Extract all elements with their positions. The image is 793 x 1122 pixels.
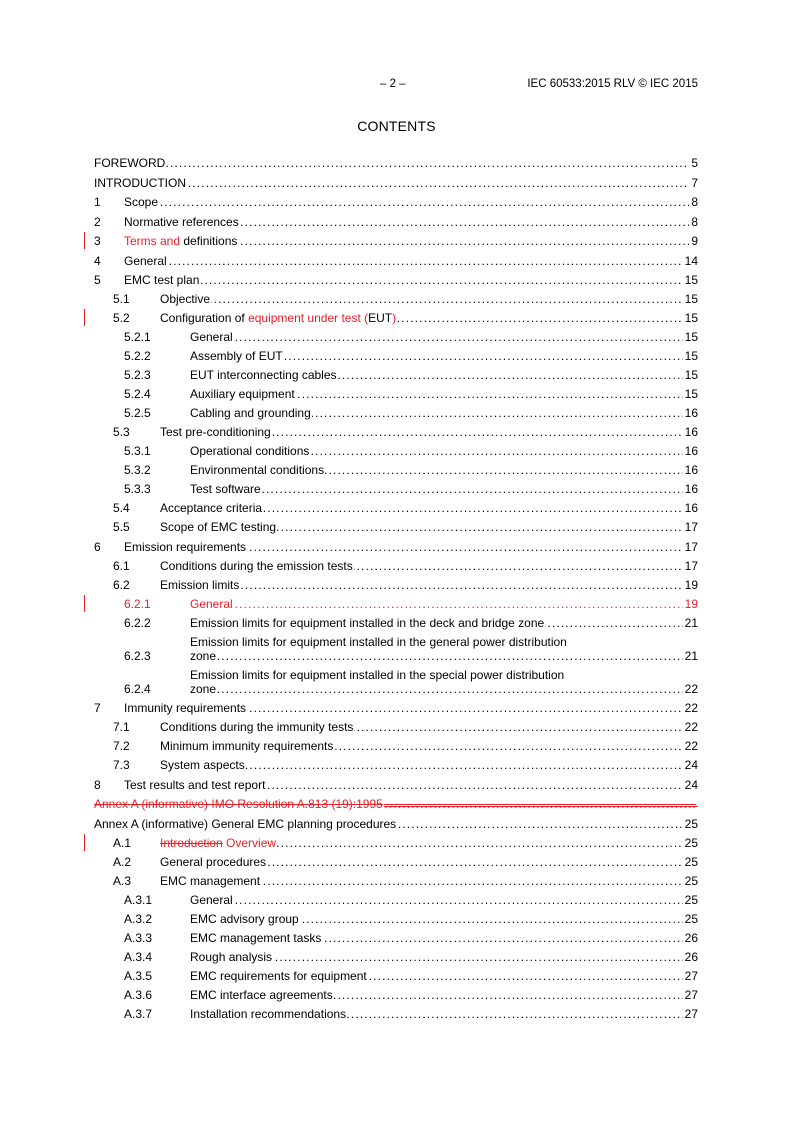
toc-entry[interactable] <box>94 855 698 869</box>
toc-entry[interactable] <box>94 195 698 209</box>
toc-entry-number: 5.3.3 <box>124 482 151 496</box>
toc-entry-page: 8 <box>691 195 698 209</box>
toc-entry-number: 4 <box>94 253 101 268</box>
toc-entry-title: EMC requirements for equipment <box>190 968 367 983</box>
toc-entry-title: Environmental conditions <box>190 463 325 477</box>
toc-entry-page: 15 <box>684 273 698 287</box>
toc-entry-page: 17 <box>684 558 698 573</box>
toc-entry[interactable] <box>94 559 698 573</box>
toc-entry[interactable] <box>94 758 698 772</box>
toc-entry-page: 7 <box>691 175 698 190</box>
toc-entry-number: 5.2.2 <box>124 349 151 363</box>
toc-entry-page: 16 <box>684 444 698 458</box>
toc-entry[interactable] <box>94 836 698 850</box>
toc-entry[interactable] <box>94 969 698 983</box>
toc-entry-title: INTRODUCTION <box>94 175 186 190</box>
change-bar <box>84 309 85 326</box>
toc-entry-page: 5 <box>691 156 698 170</box>
toc-entry[interactable] <box>94 425 698 439</box>
toc-entry-title: EMC advisory group <box>190 911 299 926</box>
toc-entry-title: Introduction <box>160 835 223 850</box>
toc-entry-number: 7.3 <box>113 758 130 772</box>
toc-entry-number: 5.3 <box>113 425 130 439</box>
toc-entry[interactable] <box>94 368 698 382</box>
toc-entry[interactable] <box>94 482 698 496</box>
toc-entry-number: 2 <box>94 214 101 229</box>
toc-entry-title: EUT interconnecting cables <box>190 368 337 382</box>
toc-entry-number: 5 <box>94 273 101 287</box>
toc-entry-title: General procedures <box>160 854 267 869</box>
toc-entry[interactable] <box>94 950 698 964</box>
toc-entry-title: System aspects <box>160 758 245 772</box>
toc-entry-title: Overview <box>222 835 277 850</box>
change-bar <box>84 595 85 612</box>
toc-entry[interactable] <box>94 406 698 420</box>
toc-entry-title: EMC test plan <box>124 273 200 287</box>
toc-entry[interactable] <box>94 817 698 831</box>
toc-entry-title: Rough analysis <box>190 949 273 964</box>
toc-entry-page: 21 <box>684 648 698 663</box>
toc-entry-number: A.3.7 <box>124 1006 153 1021</box>
toc-entry-title: FOREWORD <box>94 156 166 170</box>
toc-entry-number: A.3.5 <box>124 968 153 983</box>
change-bar <box>84 232 85 249</box>
toc-entry-page: 14 <box>684 253 698 268</box>
toc-entry[interactable] <box>94 931 698 945</box>
toc-entry-number: 5.2.4 <box>124 387 151 401</box>
toc-entry[interactable] <box>94 215 698 229</box>
toc-entry-title: Emission limits for equipment installed in the deck and bridge zone <box>190 615 545 630</box>
toc-entry[interactable] <box>94 176 698 190</box>
toc-entry[interactable] <box>94 912 698 926</box>
toc-entry[interactable] <box>94 520 698 534</box>
toc-entry-title: Annex A (informative) IMO Resolution A.813 (19):1995 <box>94 797 383 811</box>
toc-entry-page: 15 <box>684 349 698 363</box>
toc-entry-title-continuation: zone <box>190 648 217 663</box>
toc-entry-page: 15 <box>684 368 698 382</box>
toc-entry-title: Scope of EMC testing <box>160 520 277 534</box>
toc-entry[interactable] <box>94 292 698 306</box>
toc-entry-page: 15 <box>684 387 698 401</box>
toc-entry-title: ) <box>392 311 397 325</box>
toc-entry-number: 5.2 <box>113 311 130 325</box>
toc-entry-title: Conditions during the immunity tests <box>160 720 354 734</box>
toc-entry-page: 16 <box>684 425 698 439</box>
toc-entry-number: 6 <box>94 539 101 554</box>
page-title: CONTENTS <box>357 118 436 134</box>
toc-entry-title: Objective <box>160 292 211 306</box>
toc-entry-title: equipment under test ( <box>248 311 369 325</box>
toc-entry-title: Assembly of EUT <box>190 349 283 363</box>
toc-entry-page: 27 <box>684 1006 698 1021</box>
toc-entry-title: General <box>190 596 233 611</box>
toc-entry[interactable] <box>94 311 698 325</box>
toc-entry-number: 5.4 <box>113 501 130 515</box>
toc-entry-title: Test pre-conditioning <box>160 425 271 439</box>
toc-entry-page: 26 <box>684 949 698 964</box>
toc-entry[interactable] <box>94 463 698 477</box>
toc-entry[interactable] <box>94 616 698 630</box>
toc-entry-title: Annex A (informative) General EMC planning procedures <box>94 816 397 831</box>
toc-entry-number: A.1 <box>113 835 132 850</box>
toc-entry-title: Configuration of <box>160 311 249 325</box>
toc-entry[interactable] <box>94 234 698 248</box>
toc-entry[interactable] <box>94 254 698 268</box>
toc-entry[interactable] <box>94 273 698 287</box>
toc-entry-page: 15 <box>684 311 698 325</box>
toc-entry[interactable] <box>94 635 698 663</box>
toc-entry-title: Emission requirements <box>124 539 247 554</box>
toc-entry-title: EUT <box>368 311 393 325</box>
toc-entry-page: 27 <box>684 968 698 983</box>
toc-entry-page: 24 <box>684 758 698 772</box>
toc-entry[interactable] <box>94 668 698 696</box>
toc-entry-page: 25 <box>684 816 698 831</box>
toc-entry[interactable] <box>94 874 698 888</box>
toc-entry[interactable] <box>94 597 698 611</box>
toc-entry[interactable] <box>94 720 698 734</box>
toc-entry-title: Scope <box>124 195 159 209</box>
toc-entry-number: 5.2.3 <box>124 368 151 382</box>
toc-entry-page: 16 <box>684 406 698 420</box>
toc-entry-title: Minimum immunity requirements <box>160 739 334 753</box>
toc-entry-page: 17 <box>684 539 698 554</box>
toc-entry-title: General <box>124 253 167 268</box>
toc-entry-number: 7 <box>94 701 101 715</box>
toc-entry-title: Test results and test report <box>124 777 266 792</box>
toc-entry-page: 25 <box>684 911 698 926</box>
toc-entry-number: 6.2.1 <box>124 596 151 611</box>
toc-entry-page: 16 <box>684 463 698 477</box>
toc-entry-number: 3 <box>94 234 101 248</box>
toc-entry-page: 25 <box>684 873 698 888</box>
toc-entry-number: 6.1 <box>113 558 130 573</box>
toc-entry-title: Cabling and grounding <box>190 406 311 420</box>
toc-entry-page: 9 <box>691 234 698 248</box>
toc-entry-number: 5.3.2 <box>124 463 151 477</box>
toc-entry[interactable] <box>94 739 698 753</box>
toc-entry[interactable] <box>94 387 698 401</box>
toc-entry-page: 15 <box>684 292 698 306</box>
toc-entry-title: EMC interface agreements <box>190 987 333 1002</box>
toc-entry-page: 27 <box>684 987 698 1002</box>
toc-entry-title: definitions <box>180 234 238 248</box>
toc-entry[interactable] <box>94 330 698 344</box>
toc-entry-number: 5.5 <box>113 520 130 534</box>
standard-reference: IEC 60533:2015 RLV © IEC 2015 <box>527 78 698 90</box>
toc-entry-page: 16 <box>684 501 698 515</box>
toc-entry[interactable] <box>94 540 698 554</box>
toc-entry-title: General <box>190 330 233 344</box>
toc-entry-page: 19 <box>684 596 698 611</box>
toc-entry[interactable] <box>94 797 698 811</box>
toc-entry[interactable] <box>94 444 698 458</box>
toc-entry-number: 7.2 <box>113 739 130 753</box>
toc-entry-number: A.3.3 <box>124 930 153 945</box>
table-of-contents <box>94 156 698 1021</box>
toc-entry-title: EMC management <box>160 873 261 888</box>
toc-entry-number: 6.2.2 <box>124 615 151 630</box>
toc-entry-title: Emission limits <box>160 577 240 592</box>
toc-entry-number: A.3.2 <box>124 911 153 926</box>
toc-entry-page: 19 <box>684 577 698 592</box>
toc-entry-title: Operational conditions <box>190 444 310 458</box>
toc-entry-page: 22 <box>684 720 698 734</box>
toc-entry-title: EMC management tasks <box>190 930 322 945</box>
toc-entry-title: Terms and <box>124 234 181 248</box>
toc-entry-number: A.3.6 <box>124 987 153 1002</box>
toc-entry-page: 17 <box>684 520 698 534</box>
toc-entry-page: 8 <box>691 214 698 229</box>
toc-entry-title: Test software <box>190 482 261 496</box>
toc-entry-page: 16 <box>684 482 698 496</box>
toc-entry-page: 22 <box>684 739 698 753</box>
toc-entry-number: 5.1 <box>113 292 130 306</box>
toc-entry-title: General <box>190 892 233 907</box>
toc-entry-page: 25 <box>684 835 698 850</box>
toc-entry-title: Normative references <box>124 214 239 229</box>
toc-entry[interactable] <box>94 701 698 715</box>
toc-entry-title-continuation: zone <box>190 681 217 696</box>
toc-entry[interactable] <box>94 1007 698 1021</box>
toc-entry[interactable] <box>94 501 698 515</box>
toc-entry-number: 5.3.1 <box>124 444 151 458</box>
toc-entry-number: A.3.4 <box>124 949 153 964</box>
toc-entry-number: 6.2.4 <box>124 681 151 696</box>
page-header <box>0 78 793 94</box>
toc-entry[interactable] <box>94 778 698 792</box>
toc-entry-page: 22 <box>684 681 698 696</box>
toc-entry-page: 24 <box>684 777 698 792</box>
toc-entry-page: 15 <box>684 330 698 344</box>
toc-entry-page: 25 <box>684 854 698 869</box>
toc-entry-page: 25 <box>684 892 698 907</box>
toc-entry-title: Emission limits for equipment installed in the general power distribution <box>190 634 567 649</box>
toc-entry-title: Auxiliary equipment <box>190 387 295 401</box>
toc-entry-number: 8 <box>94 777 101 792</box>
toc-entry[interactable] <box>94 988 698 1002</box>
toc-entry-number: A.3.1 <box>124 892 153 907</box>
toc-entry-page: 22 <box>684 701 698 715</box>
toc-entry[interactable] <box>94 578 698 592</box>
toc-entry-page: 26 <box>684 930 698 945</box>
toc-entry[interactable] <box>94 349 698 363</box>
toc-entry-title: Conditions during the emission tests <box>160 558 353 573</box>
toc-entry-number: 6.2 <box>113 577 130 592</box>
change-bar <box>84 834 85 851</box>
page-number: – 2 – <box>380 78 406 90</box>
toc-entry-number: 7.1 <box>113 720 130 734</box>
toc-entry-number: 1 <box>94 195 101 209</box>
toc-entry-title: Immunity requirements <box>124 701 247 715</box>
toc-entry-number: 6.2.3 <box>124 648 151 663</box>
toc-entry[interactable] <box>94 156 698 170</box>
toc-entry-number: 5.2.1 <box>124 330 151 344</box>
toc-entry-title: Installation recommendations <box>190 1006 347 1021</box>
toc-entry-title: Acceptance criteria <box>160 501 263 515</box>
toc-entry-number: A.3 <box>113 873 132 888</box>
toc-entry-title: Emission limits for equipment installed in the special power distribution <box>190 667 565 682</box>
toc-entry-page: 21 <box>684 615 698 630</box>
toc-entry-number: A.2 <box>113 854 132 869</box>
toc-entry[interactable] <box>94 893 698 907</box>
toc-entry-number: 5.2.5 <box>124 406 151 420</box>
